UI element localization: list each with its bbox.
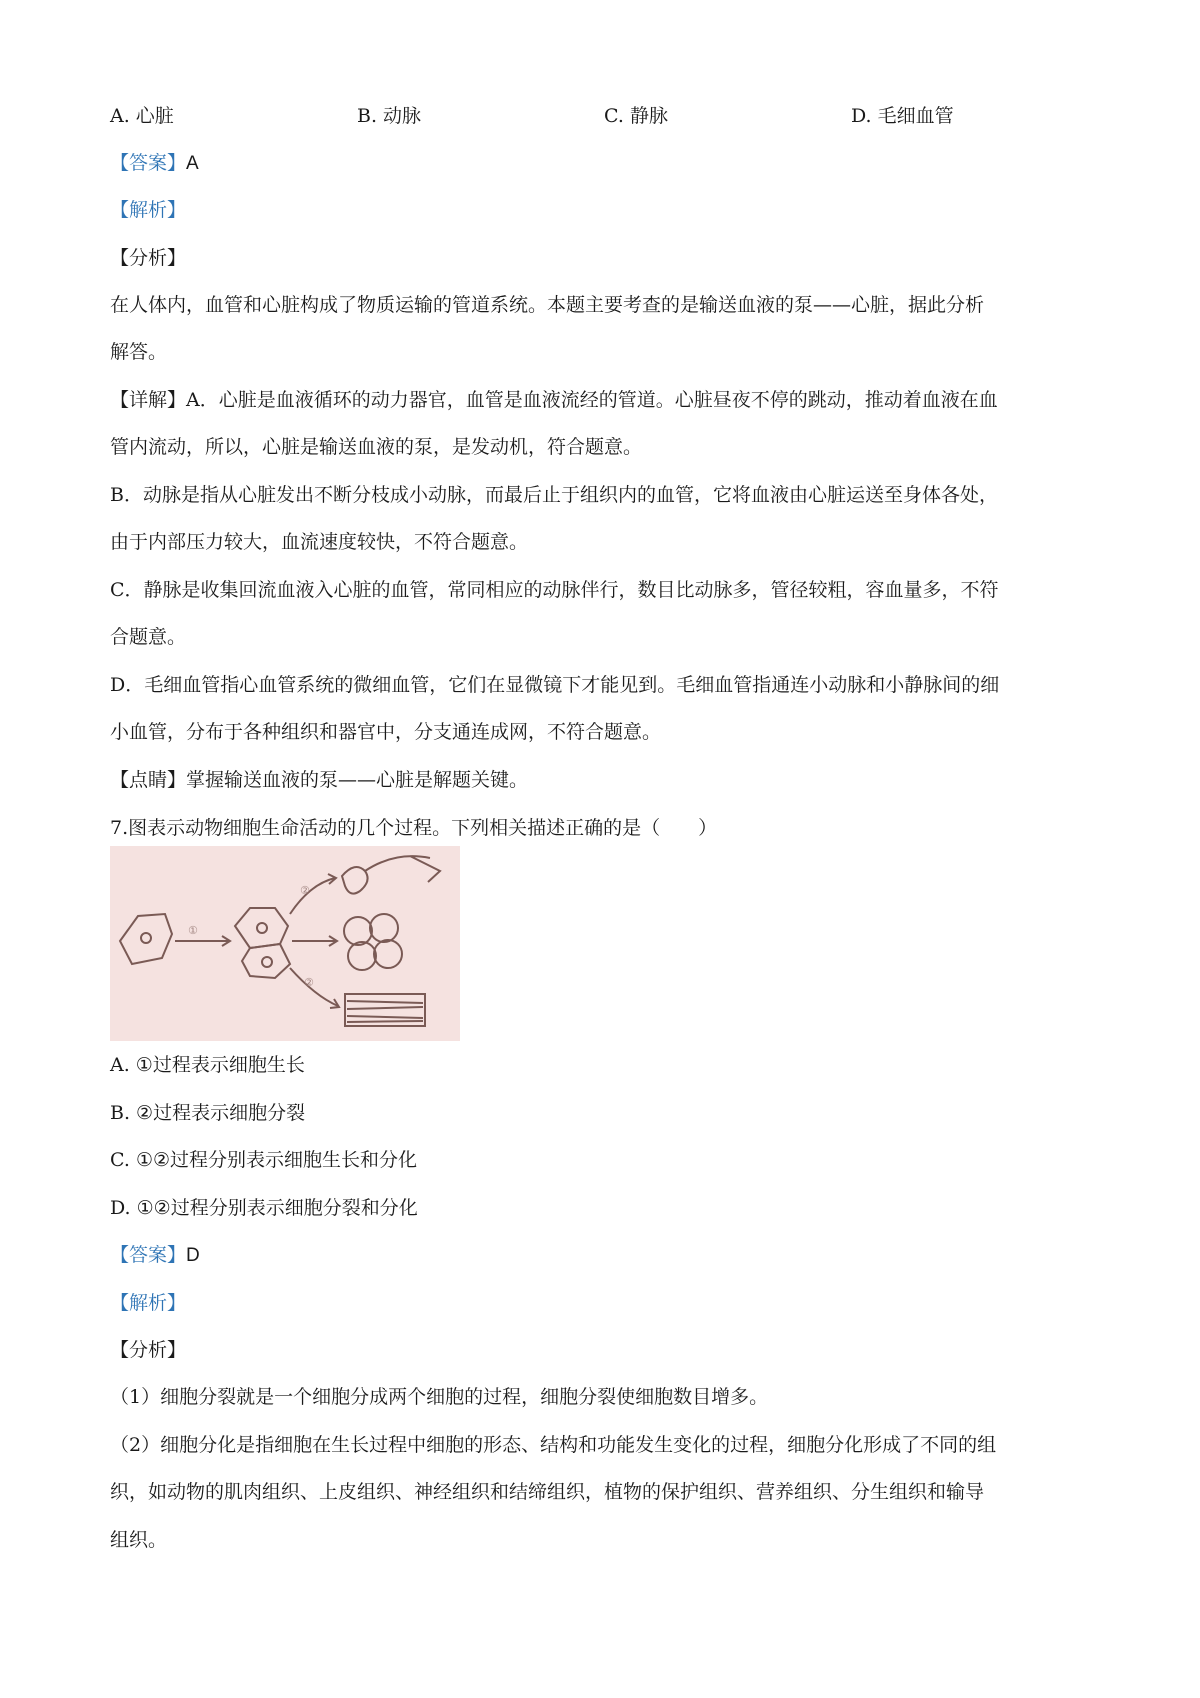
dianjing-text: 掌握输送血液的泵——心脏是解题关键。 xyxy=(186,769,529,791)
nerve-fibers xyxy=(365,856,440,882)
detail-a-text-1: A．心脏是血液循环的动力器官，血管是血液流经的管道。心脏昼夜不停的跳动，推动着血液在血 xyxy=(186,389,998,411)
detail-c-text-1: C．静脉是收集回流血液入心脏的血管，常同相应的动脉伴行，数目比动脉多，管径较粗，容血量多，不符 xyxy=(110,579,999,601)
q6-option-c: C. 静脉 xyxy=(604,105,668,127)
cell-process-figure xyxy=(110,846,460,1041)
epithelial-cell-2 xyxy=(370,914,398,942)
detail-c-text-2: 合题意。 xyxy=(110,626,187,648)
dianjing-tag: 【点睛】 xyxy=(110,769,187,791)
q6-option-d: D. 毛细血管 xyxy=(851,105,954,127)
q7-stem: 7.图表示动物细胞生命活动的几个过程。下列相关描述正确的是（ ） xyxy=(110,817,718,839)
dianjing-line xyxy=(110,767,528,793)
point-2-line-2: 织，如动物的肌肉组织、上皮组织、神经组织和结缔组织，植物的保护组织、营养组织、分生组织和输导 xyxy=(110,1481,985,1503)
detail-a-text-2: 管内流动，所以，心脏是输送血液的泵，是发动机，符合题意。 xyxy=(110,436,643,458)
q7-answer-line xyxy=(110,1242,200,1269)
fenxi-text-1: 在人体内，血管和心脏构成了物质运输的管道系统。本题主要考查的是输送血液的泵——心脏，据此分析 xyxy=(110,294,985,316)
arrow-to-nerve xyxy=(290,878,335,914)
divided-cell-bottom xyxy=(242,944,290,978)
divided-cell-nucleus-1 xyxy=(257,923,267,933)
q7-option-c: C. ①②过程分别表示细胞生长和分化 xyxy=(110,1149,418,1171)
label-process-1: ① xyxy=(188,924,198,937)
q6-option-a: A. 心脏 xyxy=(110,105,174,127)
divided-cell-nucleus-2 xyxy=(262,957,272,967)
epithelial-cell-1 xyxy=(344,917,372,945)
answer-value: D xyxy=(186,1245,200,1266)
label-process-2-top: ② xyxy=(300,884,310,897)
label-process-2-bottom: ② xyxy=(304,976,314,989)
answer-tag: 【答案】 xyxy=(110,1244,187,1266)
original-cell-nucleus xyxy=(141,933,151,943)
q7-option-b: B. ②过程表示细胞分裂 xyxy=(110,1102,306,1124)
q7-option-a: A. ①过程表示细胞生长 xyxy=(110,1054,305,1076)
point-2-line-3: 组织。 xyxy=(110,1529,168,1551)
arrow-to-muscle xyxy=(290,968,338,1006)
detail-d-text-1: D．毛细血管指心血管系统的微细血管，它们在显微镜下才能见到。毛细血管指通连小动脉和小静脉间的细 xyxy=(110,674,1000,696)
detail-a-line-1 xyxy=(110,387,998,413)
detail-d-text-2: 小血管，分布于各种组织和器官中，分支通连成网，不符合题意。 xyxy=(110,721,662,743)
point-1: （1）细胞分裂就是一个细胞分成两个细胞的过程，细胞分裂使细胞数目增多。 xyxy=(110,1386,769,1408)
epithelial-cell-3 xyxy=(348,942,376,970)
fenxi-tag: 【分析】 xyxy=(110,247,187,269)
q7-option-d: D. ①②过程分别表示细胞分裂和分化 xyxy=(110,1197,418,1219)
detail-b-text-1: B．动脉是指从心脏发出不断分枝成小动脉，而最后止于组织内的血管，它将血液由心脏运送至身体各处， xyxy=(110,484,998,506)
q6-option-b: B. 动脉 xyxy=(357,105,422,127)
original-cell xyxy=(120,914,172,964)
analysis-tag: 【解析】 xyxy=(110,1292,187,1314)
answer-value: A xyxy=(186,153,199,174)
epithelial-cell-4 xyxy=(374,940,402,968)
analysis-tag: 【解析】 xyxy=(110,199,187,221)
fenxi-tag: 【分析】 xyxy=(110,1339,187,1361)
fenxi-text-2: 解答。 xyxy=(110,341,168,363)
detail-b-text-2: 由于内部压力较大，血流速度较快，不符合题意。 xyxy=(110,531,529,553)
point-2-line-1: （2）细胞分化是指细胞在生长过程中细胞的形态、结构和功能发生变化的过程，细胞分化形成了不同的组 xyxy=(110,1434,997,1456)
detail-tag: 【详解】 xyxy=(110,389,187,411)
answer-tag: 【答案】 xyxy=(110,152,187,174)
nerve-cell-body xyxy=(342,867,368,894)
cell-diagram xyxy=(110,846,460,1041)
q6-answer-line xyxy=(110,150,199,177)
divided-cell-top xyxy=(235,908,288,948)
